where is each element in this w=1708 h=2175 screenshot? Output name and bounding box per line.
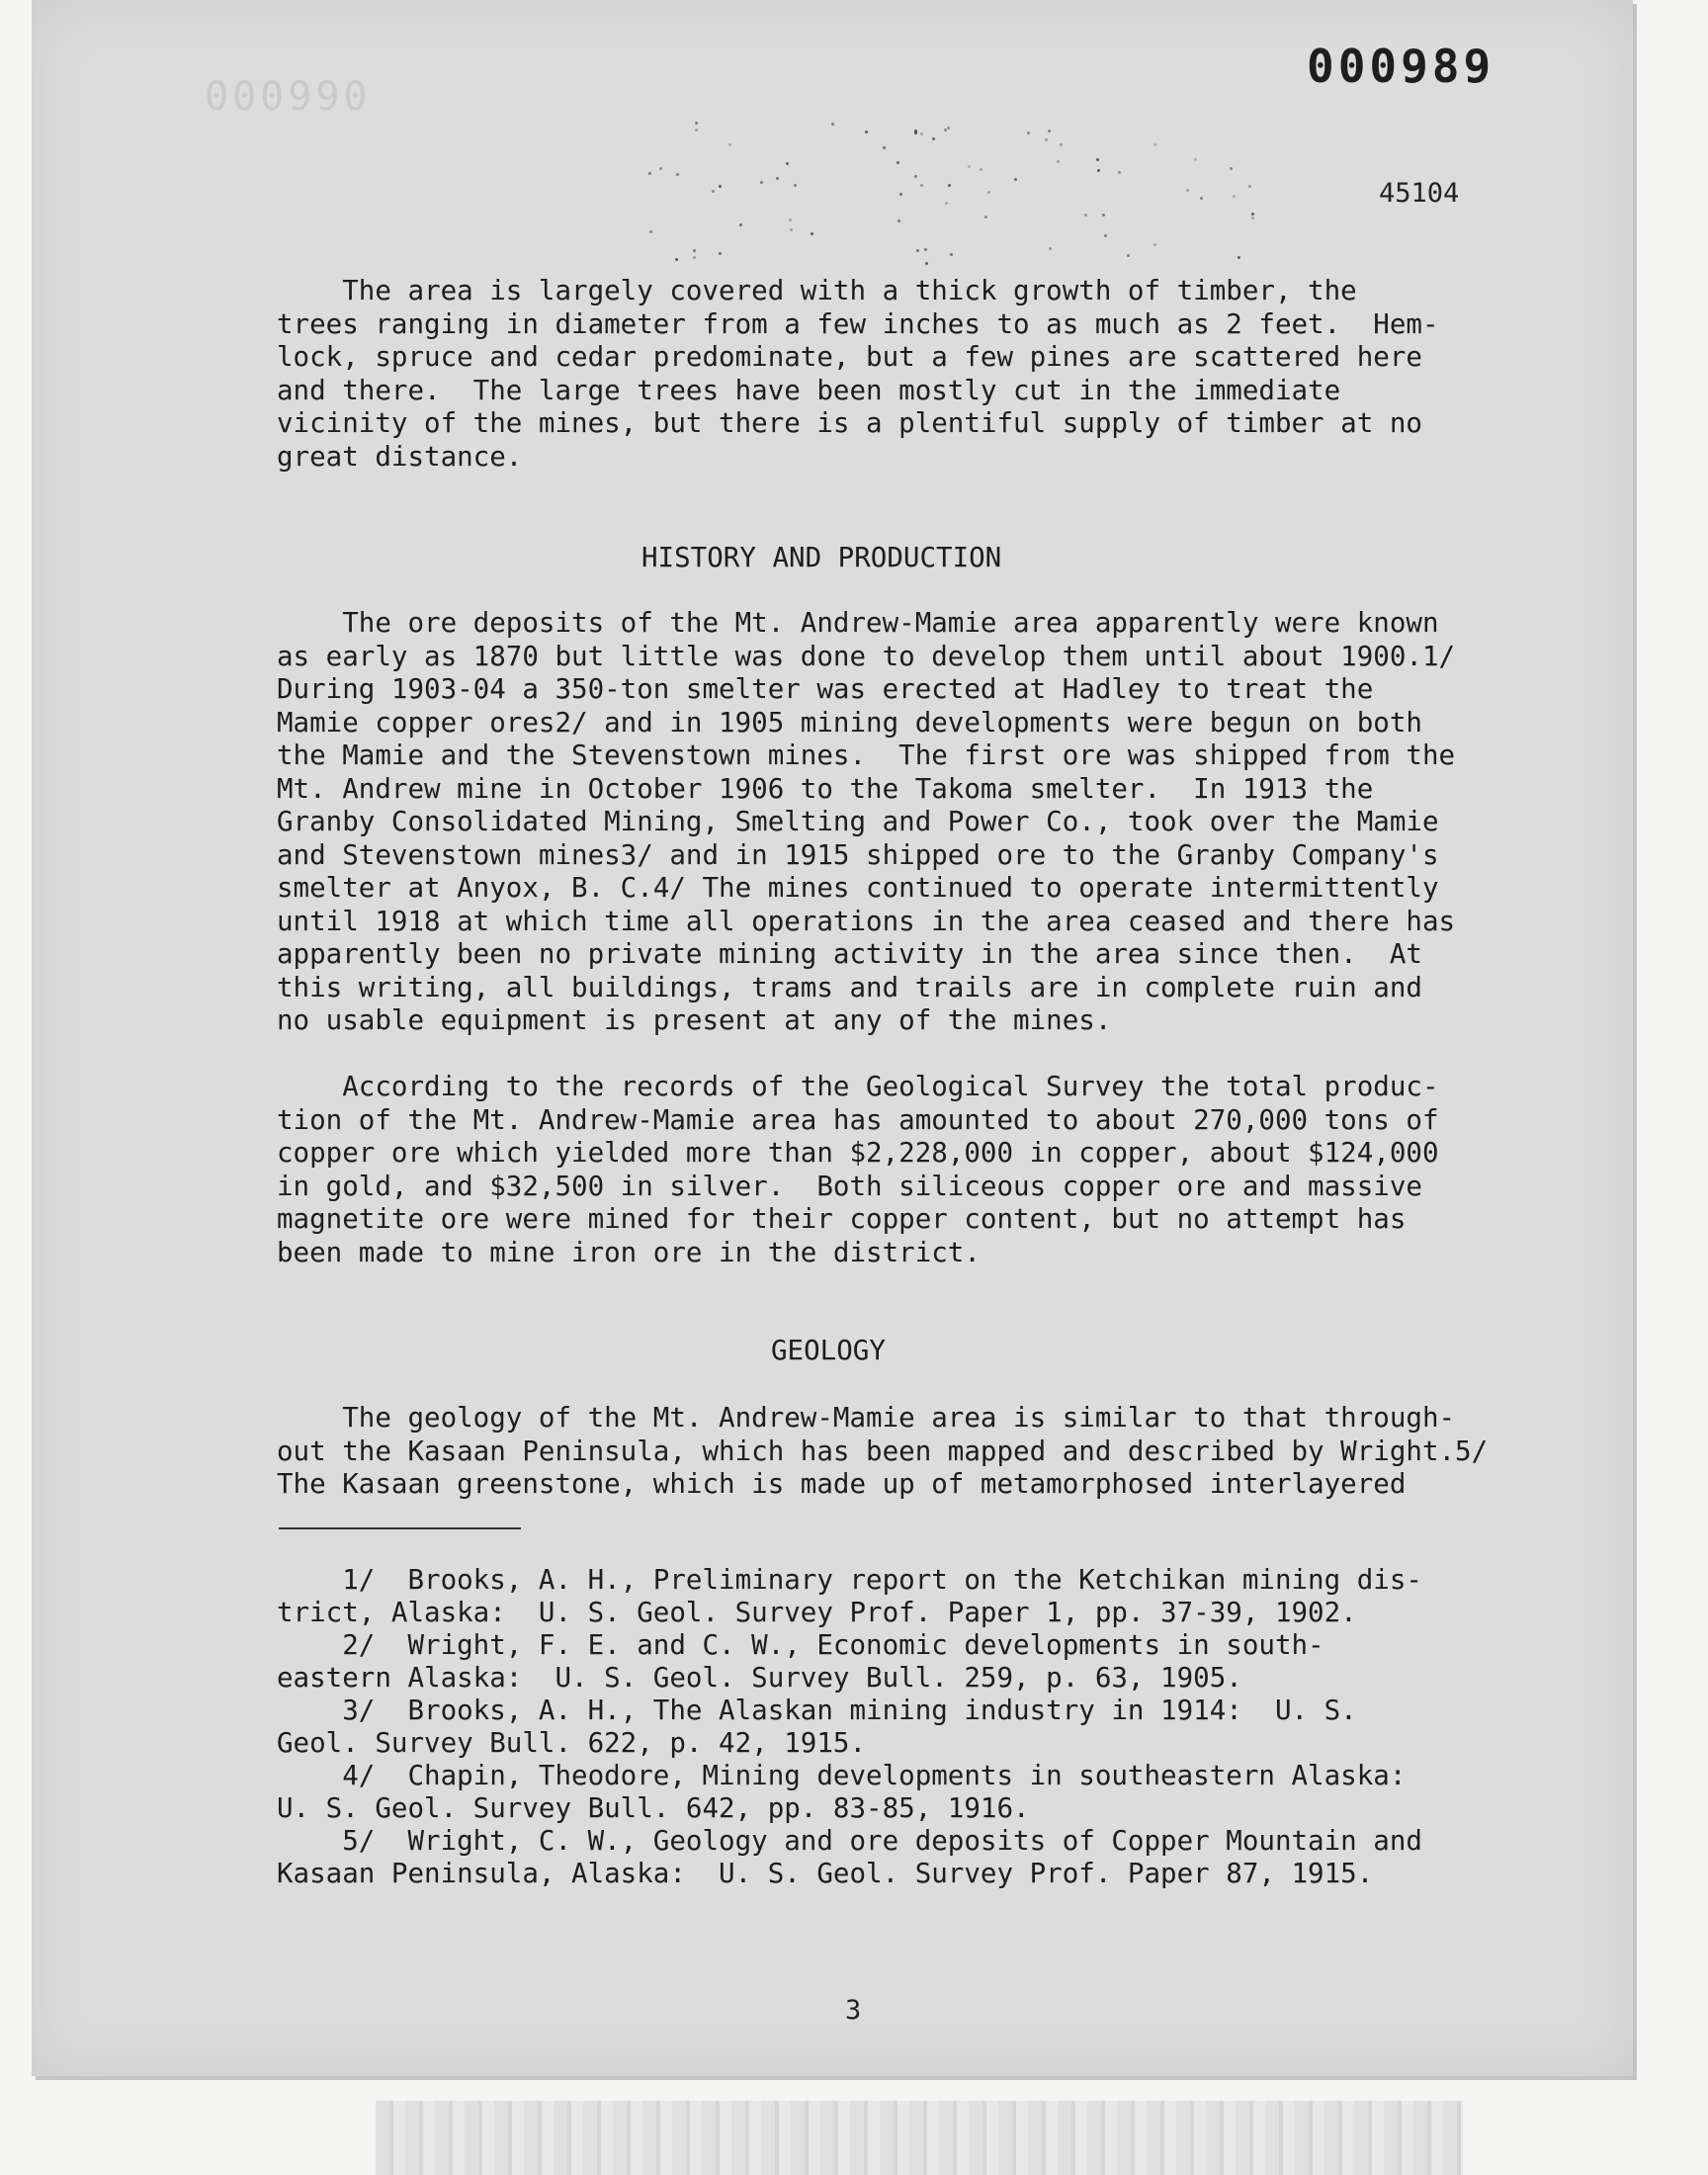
text-line: until 1918 at which time all operations in the area ceased and there has [277,905,1456,937]
text-line: as early as 1870 but little was done to develop them until about 1900.1/ [277,640,1456,672]
text-line: Mamie copper ores2/ and in 1905 mining developments were begun on both [277,706,1422,739]
speckle [1057,160,1060,163]
text-line: The Kasaan greenstone, which is made up of metamorphosed interlayered [277,1468,1407,1500]
speckle [728,143,731,146]
speckle [789,218,792,221]
speckle [794,184,797,187]
text-line: The geology of the Mt. Andrew-Mamie area is similar to that through- [277,1402,1456,1434]
speckle [984,216,987,218]
text-line: trees ranging in diameter from a few inches to as much as 2 feet. Hem- [277,307,1439,340]
speckle [1027,131,1030,134]
speckle [790,228,793,231]
speckle [786,162,789,165]
text-line: no usable equipment is present at any of the mines. [277,1004,1112,1036]
text-line: 4/ Chapin, Theodore, Mining developments in southeastern Alaska: [277,1760,1407,1791]
speckle [1230,167,1233,170]
heading-history-and-production: HISTORY AND PRODUCTION [641,542,1002,573]
speckle [1048,130,1051,132]
paragraph-history-2 [277,1071,1483,1269]
speckle [693,256,696,259]
stamp-number: 000989 [1307,40,1495,93]
speckle [695,129,698,131]
speckle [1194,158,1197,161]
text-line: apparently been no private mining activity in the area since then. At [277,938,1422,970]
speckle [811,232,813,235]
speckle [693,249,696,252]
speckle [695,122,698,125]
speckle [920,132,923,135]
speckle [920,184,923,187]
speckle [1251,217,1254,219]
text-line: out the Kasaan Peninsula, which has been mapped and described by Wright.5/ [277,1435,1489,1467]
speckle [945,202,948,205]
heading-geology: GEOLOGY [771,1335,886,1366]
speckle [1084,214,1087,217]
text-line: magnetite ore were mined for their copper content, but no attempt has [277,1203,1407,1235]
text-line: and there. The large trees have been mostly cut in the immediate [277,374,1341,406]
speckle [980,168,982,171]
document-id: 45104 [1379,178,1460,209]
speckle [712,190,715,193]
speckle [659,167,662,170]
text-line: been made to mine iron ore in the district. [277,1236,981,1268]
speckle [1238,256,1240,259]
speckle [649,230,652,233]
speckle [897,219,900,222]
speckle [1251,213,1254,216]
speckle [1104,234,1107,237]
speckle [1200,197,1203,200]
speckle [1248,185,1251,188]
speckle [914,175,917,178]
text-line: 2/ Wright, F. E. and C. W., Economic developments in south- [277,1629,1324,1661]
speckle [968,165,971,168]
text-line: Mt. Andrew mine in October 1906 to the Takoma smelter. In 1913 the [277,772,1374,805]
text-line: 5/ Wright, C. W., Geology and ore deposits of Copper Mountain and [277,1825,1422,1857]
speckle [948,184,951,187]
text-line: The ore deposits of the Mt. Andrew-Mamie area apparently were known [277,607,1439,639]
text-line: The area is largely covered with a thick growth of timber, the [277,275,1357,306]
speckle [947,127,950,130]
text-line: lock, spruce and cedar predominate, but a few pines are scattered here [277,341,1422,373]
speckle [1097,169,1100,172]
text-line: eastern Alaska: U. S. Geol. Survey Bull. 259, p. 63, 1905. [277,1662,1242,1694]
text-line: Geol. Survey Bull. 622, p. 42, 1915. [277,1727,867,1759]
paragraph-geology [277,1402,1489,1502]
speckle [675,258,678,261]
text-line: During 1903-04 a 350-ton smelter was erected at Hadley to treat the [277,673,1374,705]
speckle [925,262,928,265]
footnotes [277,1564,1483,1890]
text-line: According to the records of the Geological Survey the total produc- [277,1071,1439,1102]
speckle [950,253,953,256]
speckle [899,193,902,196]
footnote-separator [279,1527,521,1529]
text-line: and Stevenstown mines3/ and in 1915 shipped ore to the Granby Company's [277,838,1439,871]
text-line: tion of the Mt. Andrew-Mamie area has amounted to about 270,000 tons of [277,1103,1439,1136]
speckle [924,248,927,251]
scan-edge-strip [376,2101,1463,2175]
speckle [987,191,990,194]
speckle [648,172,651,175]
speckle [865,130,868,133]
text-line: 3/ Brooks, A. H., The Alaskan mining industry in 1914: U. S. [277,1695,1357,1726]
speckle [760,181,763,184]
speckle [1060,143,1063,146]
speckle [1045,138,1048,141]
text-line: Granby Consolidated Mining, Smelting and Power Co., took over the Mamie [277,806,1439,837]
speckle [739,223,742,226]
speckle [719,185,722,188]
text-line: copper ore which yielded more than $2,228,000 in copper, about $124,000 [277,1137,1439,1169]
speckle [932,137,935,140]
speckle [944,129,947,131]
speckle [776,177,779,180]
text-line: the Mamie and the Stevenstown mines. The first ore was shipped from the [277,740,1456,771]
speckle [1127,254,1130,257]
speckle [883,146,886,149]
text-line: vicinity of the mines, but there is a plentiful supply of timber at no [277,407,1422,439]
text-line: U. S. Geol. Survey Bull. 642, pp. 83-85, 1916. [277,1792,1030,1824]
bleed-through-number: 000990 [205,74,372,120]
speckle [831,123,834,126]
text-line: 1/ Brooks, A. H., Preliminary report on the Ketchikan mining dis- [277,1564,1422,1596]
speckle [1153,243,1156,246]
text-line: smelter at Anyox, B. C.4/ The mines continued to operate intermittently [277,872,1439,904]
speckle [676,173,679,176]
text-line: Kasaan Peninsula, Alaska: U. S. Geol. Survey Prof. Paper 87, 1915. [277,1858,1374,1889]
paragraph-history-1 [277,607,1483,1038]
paragraph-timber [277,275,1483,474]
speckle [1014,178,1017,181]
text-line: this writing, all buildings, trams and trails are in complete ruin and [277,971,1422,1003]
speckle [897,161,899,164]
document-page [32,0,1633,2076]
text-line: great distance. [277,440,523,473]
speckle [1153,143,1156,146]
page-number: 3 [845,1995,862,2026]
speckle [1233,195,1236,198]
speckle [1118,171,1121,174]
text-line: in gold, and $32,500 in silver. Both siliceous copper ore and massive [277,1170,1422,1202]
speckle [1102,214,1105,217]
speckle [1049,247,1052,250]
speckle [1096,158,1099,161]
speckle [719,252,722,255]
speckle [916,249,919,252]
text-line: trict, Alaska: U. S. Geol. Survey Prof. Paper 1, pp. 37-39, 1902. [277,1597,1357,1628]
speckle [1186,189,1189,192]
